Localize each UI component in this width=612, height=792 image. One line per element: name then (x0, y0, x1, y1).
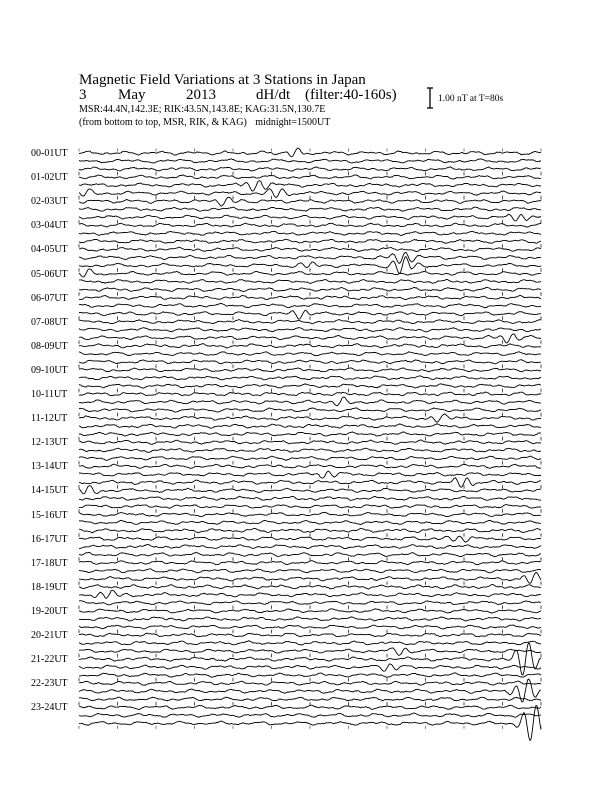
trace-KAG-10-11UT (79, 392, 541, 396)
hour-group-15-16UT (79, 510, 541, 536)
trace-MSR-03-04UT (79, 239, 541, 243)
hour-group-10-11UT (79, 390, 541, 416)
trace-KAG-09-10UT (79, 368, 541, 372)
trace-MSR-08-09UT (79, 360, 541, 364)
date-day: 3 (79, 87, 87, 103)
trace-RIK-07-08UT (79, 328, 541, 332)
hour-group-21-22UT (79, 643, 541, 681)
trace-RIK-15-16UT (79, 520, 541, 524)
hour-label: 14-15UT (31, 485, 68, 497)
trace-MSR-09-10UT (79, 384, 541, 388)
hour-group-22-23UT (79, 679, 541, 705)
hour-group-12-13UT (79, 438, 541, 464)
hour-label: 09-10UT (31, 364, 68, 376)
hour-group-08-09UT (79, 341, 541, 367)
hour-group-06-07UT (79, 293, 541, 319)
trace-RIK-23-24UT (79, 713, 541, 717)
trace-MSR-05-06UT (79, 287, 541, 291)
hour-label: 20-21UT (31, 630, 68, 641)
trace-RIK-02-03UT (79, 207, 541, 211)
hour-group-18-19UT (79, 582, 541, 608)
trace-KAG-23-24UT (79, 705, 541, 709)
hour-label: 06-07UT (31, 292, 68, 304)
trace-RIK-13-14UT (79, 471, 541, 478)
trace-MSR-23-24UT (79, 706, 541, 741)
trace-MSR-18-19UT (79, 601, 541, 605)
hour-label: 05-06UT (31, 268, 68, 280)
hour-label: 04-05UT (31, 244, 68, 256)
midnight-note: midnight=1500UT (255, 117, 331, 128)
hour-group-02-03UT (79, 197, 541, 223)
trace-MSR-11-12UT (79, 432, 541, 436)
filter-label: (filter:40-160s) (305, 87, 397, 103)
trace-MSR-10-11UT (79, 408, 541, 412)
trace-RIK-18-19UT (79, 590, 541, 598)
date-month: May (118, 87, 146, 103)
trace-RIK-19-20UT (79, 617, 541, 621)
hour-label: 16-17UT (31, 533, 68, 545)
trace-MSR-16-17UT (79, 552, 541, 556)
hour-label: 00-01UT (31, 148, 68, 159)
trace-KAG-13-14UT (79, 464, 541, 468)
trace-RIK-09-10UT (79, 376, 541, 380)
date-year: 2013 (186, 87, 216, 103)
chart-title: Magnetic Field Variations at 3 Stations in Japan (79, 72, 366, 88)
quantity-label: dH/dt (256, 87, 291, 103)
hour-group-03-04UT (79, 221, 541, 247)
hour-label: 11-12UT (31, 413, 68, 425)
hour-group-09-10UT (79, 365, 541, 391)
trace-RIK-12-13UT (79, 448, 541, 452)
trace-MSR-22-23UT (79, 697, 541, 701)
hour-label: 12-13UT (31, 437, 68, 449)
trace-RIK-04-05UT (79, 252, 541, 263)
trace-KAG-16-17UT (79, 536, 541, 542)
hour-label: 19-20UT (31, 605, 68, 617)
hour-group-16-17UT (79, 534, 541, 560)
trace-RIK-05-06UT (79, 280, 541, 284)
hour-label: 03-04UT (31, 220, 68, 232)
hour-label: 23-24UT (31, 702, 68, 714)
hour-label: 02-03UT (31, 196, 68, 208)
hour-label: 13-14UT (31, 461, 68, 473)
trace-MSR-15-16UT (79, 528, 541, 533)
scale-bar-label: 1.00 nT at T=80s (438, 94, 504, 104)
hour-group-19-20UT (79, 606, 541, 632)
trace-MSR-21-22UT (79, 673, 541, 677)
trace-KAG-01-02UT (79, 175, 541, 179)
trace-RIK-21-22UT (79, 664, 541, 671)
trace-RIK-01-02UT (79, 181, 541, 191)
hour-group-14-15UT (79, 486, 541, 512)
trace-KAG-17-18UT (79, 561, 541, 565)
order-note: (from bottom to top, MSR, RIK, & KAG) (79, 117, 247, 128)
trace-RIK-06-07UT (79, 303, 541, 308)
trace-KAG-20-21UT (79, 633, 541, 637)
trace-RIK-00-01UT (79, 159, 541, 163)
trace-MSR-14-15UT (79, 505, 541, 509)
hour-label: 10-11UT (31, 389, 68, 400)
trace-KAG-04-05UT (79, 247, 541, 251)
trace-KAG-21-22UT (79, 643, 541, 675)
hour-group-07-08UT (79, 317, 541, 343)
trace-RIK-11-12UT (79, 424, 541, 428)
hour-label: 22-23UT (31, 678, 68, 690)
hour-label: 08-09UT (31, 340, 68, 352)
scale-bar (427, 88, 433, 108)
trace-KAG-19-20UT (79, 609, 541, 613)
trace-RIK-14-15UT (79, 496, 541, 500)
stations-line: MSR:44.4N,142.3E; RIK:43.5N,143.8E; KAG:31.5N,130.7E (79, 104, 326, 115)
hour-label: 01-02UT (31, 172, 68, 184)
hour-group-17-18UT (79, 558, 541, 584)
trace-RIK-16-17UT (79, 545, 541, 549)
hour-group-00-01UT (79, 148, 541, 174)
trace-RIK-20-21UT (79, 641, 541, 645)
hour-group-13-14UT (79, 462, 541, 488)
hour-group-05-06UT (79, 269, 541, 295)
hour-group-11-12UT (79, 414, 541, 440)
hour-label: 15-16UT (31, 509, 68, 521)
trace-RIK-03-04UT (79, 231, 541, 235)
trace-MSR-19-20UT (79, 625, 541, 629)
hour-label: 18-19UT (31, 581, 68, 593)
hour-group-23-24UT (79, 703, 541, 741)
hour-label: 21-22UT (31, 654, 68, 666)
trace-RIK-17-18UT (79, 569, 541, 573)
trace-MSR-12-13UT (79, 456, 541, 460)
trace-RIK-08-09UT (79, 352, 541, 356)
trace-MSR-00-01UT (79, 167, 541, 171)
trace-RIK-10-11UT (79, 397, 541, 406)
hour-group-01-02UT (79, 173, 541, 199)
hour-label: 17-18UT (31, 557, 68, 569)
hour-label: 07-08UT (31, 316, 68, 328)
hour-group-20-21UT (79, 631, 541, 657)
